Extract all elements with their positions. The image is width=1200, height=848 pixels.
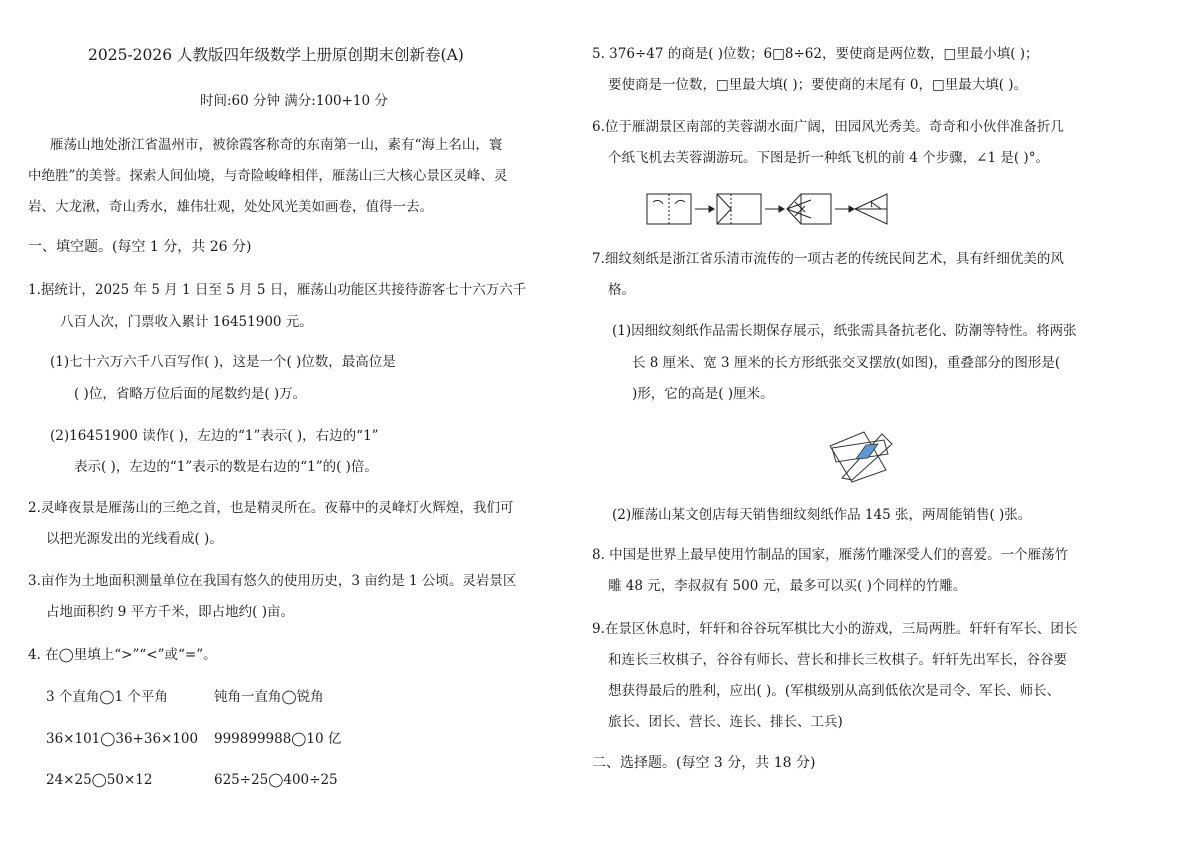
q4-item: 625÷25◯400÷25 — [214, 772, 338, 788]
q9-line: 和连长三枚棋子，谷谷有师长、营长和排长三枚棋子。轩轩先出军长，谷谷要 — [608, 652, 1067, 668]
q6-line: 6.位于雁湖景区南部的芙蓉湖水面广阔，田园风光秀美。奇奇和小伙伴准备折几 — [592, 119, 1064, 135]
q1-sub2-line: (2)16451900 读作( )，左边的“1”表示( )，右边的“1” — [50, 428, 379, 444]
q1-sub2-line: 表示( )，左边的“1”表示的数是右边的“1”的( )倍。 — [74, 459, 378, 475]
q4-item: 36×101◯36+36×100 — [46, 731, 199, 747]
intro-line: 岩、大龙湫，奇山秀水，雄伟壮观，处处风光美如画卷，值得一去。 — [28, 199, 433, 215]
q9-line: 旅长、团长、营长、连长、排长、工兵) — [608, 714, 843, 730]
q1-line: 1.据统计，2025 年 5 月 1 日至 5 月 5 日，雁荡山功能区共接待游客七十六万六千 — [28, 282, 527, 298]
q4-item: 999899988◯10 亿 — [214, 731, 342, 747]
q2-line: 以把光源发出的光线看成( )。 — [46, 531, 223, 547]
angle-1-label: 1 — [869, 200, 875, 209]
q8-line: 8. 中国是世界上最早使用竹制品的国家，雁荡竹雕深受人们的喜爱。一个雁荡竹 — [592, 547, 1069, 563]
fold-step-3 — [787, 194, 831, 224]
q3-line: 占地面积约 9 平方千米，即占地约( )亩。 — [46, 604, 294, 620]
q9-line: 9.在景区休息时，轩轩和谷谷玩军棋比大小的游戏，三局两胜。轩轩有军长、团长 — [592, 621, 1078, 637]
intro-line: 雁荡山地处浙江省温州市，被徐霞客称奇的东南第一山，素有“海上名山，寰 — [50, 137, 503, 153]
q7-sub1-line: 长 8 厘米、宽 3 厘米的长方形纸张交叉摆放(如图)，重叠部分的图形是( — [632, 355, 1061, 371]
q3-line: 3.亩作为土地面积测量单位在我国有悠久的使用历史，3 亩约是 1 公顷。灵岩景区 — [28, 573, 517, 589]
paper-plane-steps-figure — [645, 190, 905, 230]
q4-item: 钝角一直角◯锐角 — [214, 689, 324, 705]
q5-line: 要使商是一位数，□里最大填( )；要使商的末尾有 0，□里最大填( )。 — [608, 77, 1028, 93]
q1-line: 八百人次，门票收入累计 16451900 元。 — [60, 314, 313, 330]
exam-meta: 时间:60 分钟 满分:100+10 分 — [200, 93, 388, 109]
q7-sub1-line: (1)因细纹刻纸作品需长期保存展示，纸张需具备抗老化、防潮等特性。将两张 — [612, 323, 1077, 339]
crossed-strips-figure — [828, 432, 898, 482]
q4-item: 3 个直角◯1 个平角 — [46, 689, 168, 705]
section2-title: 二、选择题。(每空 3 分，共 18 分) — [592, 755, 816, 771]
page-title: 2025-2026 人教版四年级数学上册原创期末创新卷(A) — [88, 46, 464, 64]
q1-sub1-line: ( )位，省略万位后面的尾数约是( )万。 — [74, 386, 307, 402]
q7-sub1-line: )形，它的高是( )厘米。 — [632, 386, 774, 402]
q4-item: 24×25◯50×12 — [46, 772, 153, 788]
q9-line: 想获得最后的胜利，应出( )。(军棋级别从高到低依次是司令、军长、师长、 — [608, 683, 1061, 699]
q7-sub2: (2)雁荡山某文创店每天销售细纹刻纸作品 145 张，两周能销售( )张。 — [612, 507, 1032, 523]
q2-line: 2.灵峰夜景是雁荡山的三绝之首，也是精灵所在。夜幕中的灵峰灯火辉煌，我们可 — [28, 500, 514, 516]
fold-step-2 — [717, 194, 761, 224]
section1-title: 一、填空题。(每空 1 分，共 26 分) — [28, 239, 252, 255]
q6-line: 个纸飞机去芙蓉湖游玩。下图是折一种纸飞机的前 4 个步骤，∠1 是( )°。 — [608, 150, 1049, 166]
q5-line: 5. 376÷47 的商是( )位数；6□8÷62，要使商是两位数，□里最小填( )； — [592, 46, 1039, 62]
q7-line: 7.细纹刻纸是浙江省乐清市流传的一项古老的传统民间艺术，具有纤细优美的风 — [592, 251, 1064, 267]
q1-sub1-line: (1)七十六万六千八百写作( )，这是一个( )位数，最高位是 — [50, 354, 396, 370]
q8-line: 雕 48 元，李叔叔有 500 元，最多可以买( )个同样的竹雕。 — [608, 578, 967, 594]
q7-line: 格。 — [608, 282, 635, 298]
intro-line: 中绝胜”的美誉。探索人间仙境，与奇险峻峰相伴，雁荡山三大核心景区灵峰、灵 — [28, 168, 508, 184]
q4-title: 4. 在◯里填上“>”“<”或“=”。 — [28, 647, 217, 663]
